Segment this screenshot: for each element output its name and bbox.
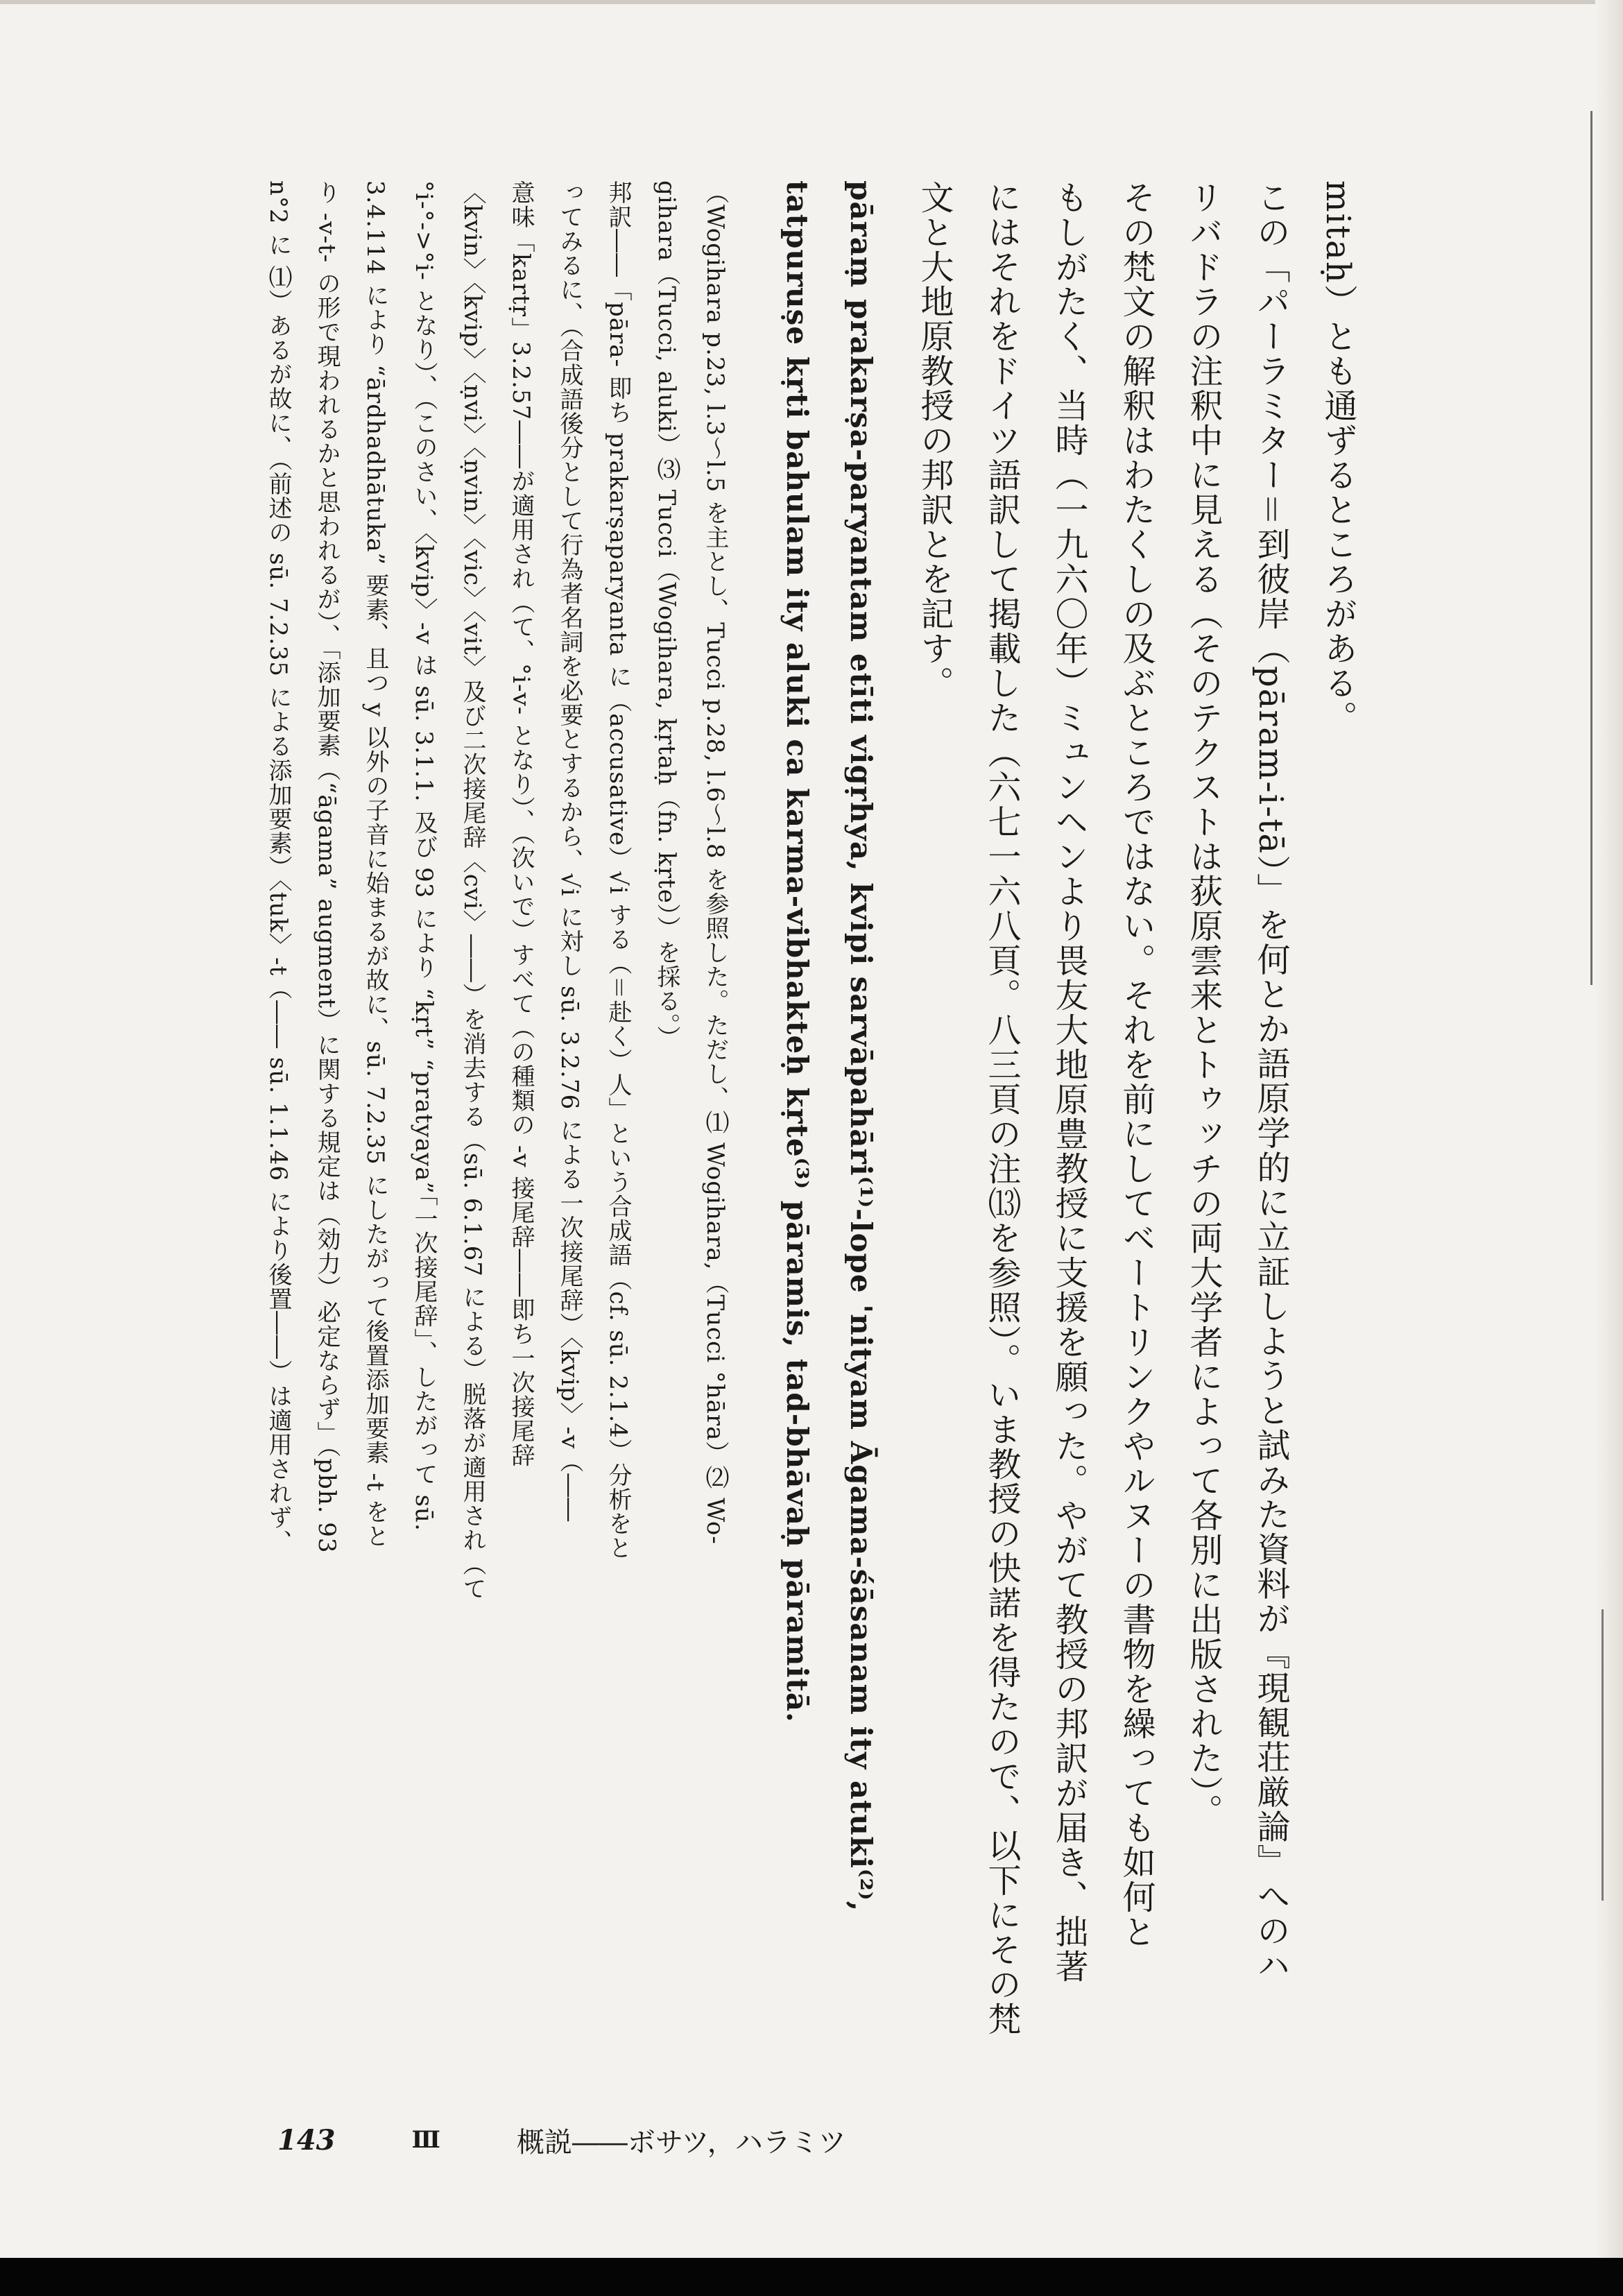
note-text-col-1: （Wogihara p.23, l.3〜l.5 を主とし、Tucci p.28, l.6〜l.8 を参照した。ただし、⑴ Wogihara,（Tucci °hāra）⑵ Wo- <box>701 180 729 1545</box>
main-text-col-1: mitaḥ）とも通ずるところがある。 <box>1319 180 1357 735</box>
margin-line <box>1590 111 1592 985</box>
main-text-col-5: もしがたく、当時（一九六〇年）ミュンヘンより畏友大地原豊教授に支援を願った。やがて教授の邦訳が届き、拙著 <box>1049 180 1088 1984</box>
note-text-col-4: ってみるに、（合成語後分として行為者名詞を必要とするから、√i に対し sū. 3.2.76 による一次接尾辞）〈kvip〉-v（―― <box>556 180 583 1523</box>
note-text-col-8: 3.4.114 により “ārdhadhātuka” 要素、且つ y 以外の子音に始まるが故に、sū. 7.2.35 にしたがって後置添加要素 -t をと <box>361 180 389 1549</box>
sanskrit-text-col-2: tatpuruṣe kṛti bahulam ity aluki ca karma-vibhakteḥ kṛte⁽³⁾ pāramis, tad-bhāvaḥ pāramitā. <box>780 180 814 1723</box>
note-text-col-3: 邦訳――「pāra- 即ち prakarṣaparyanta に（accusative）√i する（＝赴く）人」という合成語（cf. sū. 2.1.4）分析をと <box>604 180 632 1560</box>
note-text-col-5: 意味「kartṛ」3.2.57――が適用され（て、°i-v- となり）、（次いで）すべて（の種類の -v 接尾辞――即ち一次接尾辞 <box>507 180 535 1468</box>
sanskrit-text-col-1: pāraṃ prakarṣa-paryantam etīti vigṛhya, kvipi sarvāpahāri⁽¹⁾-lope 'nityam Āgama-śāsanam ity atuki⁽²⁾, <box>844 180 878 1912</box>
note-text-col-10: n°2 に ⑴）あるが故に、（前述の sū. 7.2.35 による添加要素）〈tuk〉-t（―― sū. 1.1.46 により後置――）は適用されず、 <box>264 180 292 1554</box>
note-text-col-2: gihara（Tucci, aluki）⑶ Tucci（Wogihara, kṛtaḥ（fn. kṛte））を採る。） <box>653 180 680 1050</box>
chapter-title: 概説――ボサツ，ハラミツ <box>516 2126 846 2159</box>
main-text-col-7: 文と大地原教授の邦訳とを記す。 <box>915 180 954 701</box>
main-text-col-6: にはそれをドイツ語訳して掲載した（六七一六八頁。八三頁の注⒀を参照）。いま教授の快諾を得たので、以下にその梵 <box>982 180 1021 2037</box>
scan-bottom-bar <box>0 2258 1623 2296</box>
main-text-col-4: その梵文の解釈はわたくしの及ぶところではない。それを前にしてベートリンクやルヌーの書物を繰っても如何と <box>1117 180 1156 1949</box>
page-footer <box>277 2109 1318 2171</box>
note-text-col-7: °i-°->°i- となり）、（このさい、〈kvip〉-v は sū. 3.1.1. 及び 93 により “kṛt” “pratyaya”「一次接尾辞」、したがって sū. <box>410 180 438 1532</box>
page-number: 143 <box>277 2123 336 2157</box>
section-number: Ⅲ <box>411 2126 440 2154</box>
note-text-col-6: 〈kvin〉〈kvip〉〈ṇvi〉〈ṇvin〉〈vic〉〈vit〉及び二次接尾辞〈cvi〉――）を消去する（sū. 6.1.67 による）脱落が適用され（て <box>458 180 486 1601</box>
page-edge-right <box>1595 0 1623 2296</box>
note-text-col-9: り -v-t- の形で現われるかと思われるが）、「添加要素（“āgama” augment）に関する規定は（効力）必定ならず」（pbh. 93 <box>313 180 341 1554</box>
main-text-col-3: リバドラの注釈中に見える（そのテクストは荻原雲来とトゥッチの両大学者によって各別に出版された）。 <box>1184 180 1223 1828</box>
main-text-col-2: この「パーラミター＝到彼岸（pāram-i-tā）」を何とか語原学的に立証しようと試みた資料が『現観荘厳論』へのハ <box>1251 180 1290 1983</box>
page-edge-top <box>0 0 1623 4</box>
margin-line-lower <box>1601 1609 1604 1901</box>
